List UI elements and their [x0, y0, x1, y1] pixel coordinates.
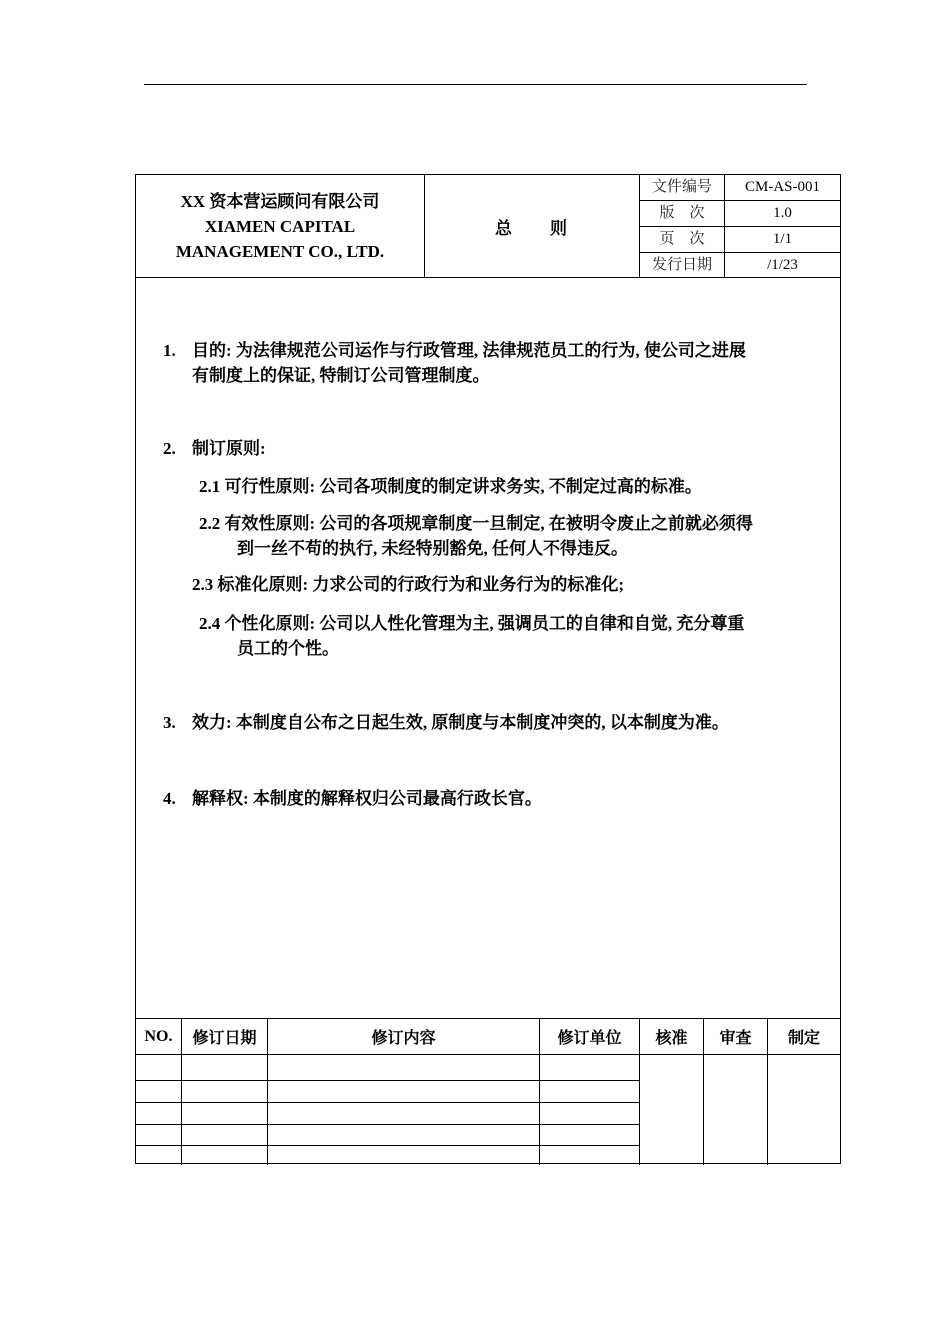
meta-row-file-number [640, 175, 840, 200]
revision-col-rule [539, 1054, 540, 1165]
section-number: 2. [163, 439, 176, 458]
company-name-cell [136, 175, 425, 277]
section-title: 制订原则: [192, 439, 266, 458]
meta-label: 版 次 [640, 201, 725, 226]
meta-label: 页 次 [640, 227, 725, 252]
meta-value: 1.0 [773, 205, 792, 221]
document-title-part1: 总 [495, 218, 514, 238]
section-number: 1. [163, 341, 176, 360]
revision-header-content: 修订内容 [268, 1019, 540, 1054]
principle-standardization: 2.3 标准化原则: 力求公司的行政行为和业务行为的标准化; [192, 575, 625, 594]
revision-table [136, 1018, 840, 1165]
revision-header-prepare: 制定 [787, 1030, 820, 1047]
meta-value: 1/1 [772, 231, 793, 247]
section-text: 解释权: 本制度的解释权归公司最高行政长官。 [192, 789, 542, 808]
meta-row-version [640, 201, 840, 226]
revision-col-rule [181, 1054, 182, 1165]
revision-row-rule [136, 1145, 640, 1146]
revision-col-rule [703, 1054, 704, 1165]
revision-row-rule [136, 1124, 640, 1125]
revision-header-date: 修订日期 [182, 1019, 268, 1054]
revision-row-rule [136, 1080, 640, 1081]
section-text-line: 目的: 为法律规范公司运作与行政管理, 法律规范员工的行为, 使公司之进展 [192, 341, 746, 360]
revision-col-rule [639, 1054, 640, 1165]
meta-value: CM-AS-001 [744, 179, 820, 195]
section-number: 4. [163, 789, 176, 808]
document-meta-table [640, 175, 840, 277]
meta-label: 文件编号 [640, 175, 725, 200]
document-frame [135, 174, 841, 1164]
revision-header-approve: 核准 [640, 1019, 704, 1054]
revision-header-rule [136, 1054, 840, 1055]
revision-header-unit: 修订单位 [540, 1019, 640, 1054]
meta-value: /1/23 [767, 257, 798, 273]
meta-row-issue-date [640, 253, 840, 277]
revision-header-no: NO. [136, 1019, 182, 1054]
revision-col-rule [767, 1054, 768, 1165]
revision-col-rule [267, 1054, 268, 1165]
revision-row-rule [136, 1102, 640, 1103]
principle-text-line: 到一丝不苟的执行, 未经特别豁免, 任何人不得违反。 [237, 539, 628, 558]
section-number: 3. [163, 713, 176, 732]
document-title-part2: 则 [550, 218, 569, 238]
meta-label: 发行日期 [640, 253, 725, 277]
revision-header-review: 审查 [704, 1019, 768, 1054]
document-title [425, 175, 640, 277]
principle-feasibility: 2.1 可行性原则: 公司各项制度的制定讲求务实, 不制定过高的标准。 [199, 477, 702, 496]
company-name-en-line1: XIAMEN CAPITAL [204, 216, 356, 236]
meta-row-page [640, 227, 840, 252]
principle-text-line: 员工的个性。 [237, 639, 339, 658]
principle-text-line: 2.4 个性化原则: 公司以人性化管理为主, 强调员工的自律和自觉, 充分尊重 [199, 614, 745, 633]
document-header [136, 175, 840, 278]
principle-text-line: 2.2 有效性原则: 公司的各项规章制度一旦制定, 在被明令废止之前就必须得 [199, 514, 753, 533]
section-text-line: 有制度上的保证, 特制订公司管理制度。 [192, 366, 490, 385]
company-name-en-line2: MANAGEMENT CO., LTD. [175, 241, 385, 261]
section-text: 效力: 本制度自公布之日起生效, 原制度与本制度冲突的, 以本制度为准。 [192, 713, 729, 732]
header-rule [144, 84, 807, 85]
company-name-cn: XX 资本营运顾问有限公司 [180, 191, 380, 211]
